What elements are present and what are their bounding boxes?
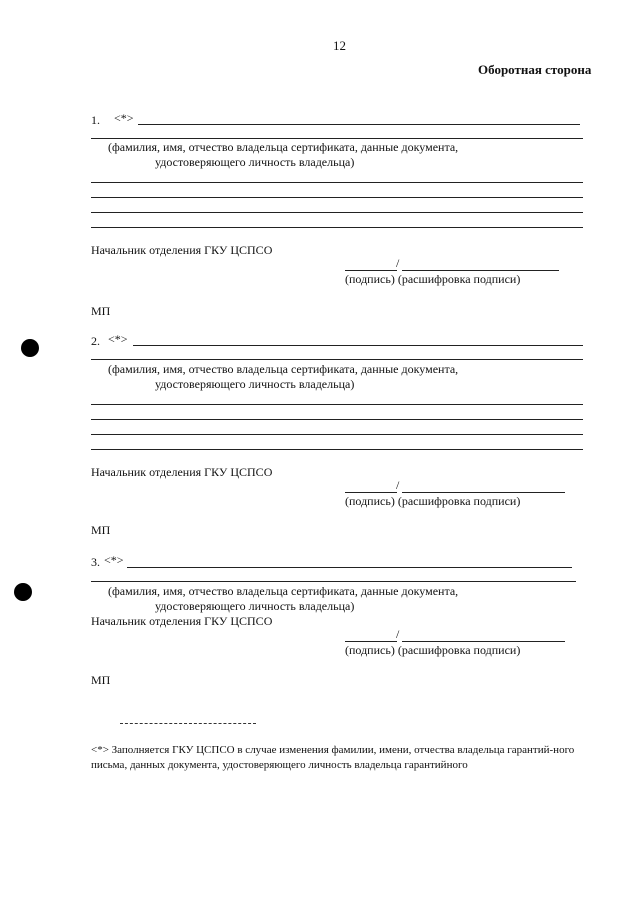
entry-marker: 1. bbox=[91, 113, 100, 127]
entry-star: <*> bbox=[108, 332, 128, 346]
entry-star: <*> bbox=[104, 553, 124, 567]
name-line-2[interactable] bbox=[91, 138, 583, 139]
side-label: Оборотная сторона bbox=[478, 62, 592, 77]
footnote-separator bbox=[120, 723, 256, 724]
owner-caption-line-2: удостоверяющего личность владельца) bbox=[155, 155, 355, 169]
name-line[interactable] bbox=[133, 345, 583, 346]
stamp-placeholder: МП bbox=[91, 673, 111, 687]
stamp-placeholder: МП bbox=[91, 523, 111, 537]
data-line[interactable] bbox=[91, 182, 583, 183]
decryption-line[interactable] bbox=[402, 270, 559, 271]
data-line[interactable] bbox=[91, 404, 583, 405]
signature-line[interactable] bbox=[345, 492, 397, 493]
page-number: 12 bbox=[333, 38, 346, 53]
signature-slash: / bbox=[396, 478, 400, 492]
name-line-2[interactable] bbox=[91, 359, 583, 360]
signer-title: Начальник отделения ГКУ ЦСПСО bbox=[91, 465, 273, 479]
decryption-line[interactable] bbox=[402, 641, 565, 642]
signature-slash: / bbox=[396, 627, 400, 641]
signature-caption: (подпись) (расшифровка подписи) bbox=[345, 272, 521, 286]
entry-marker: 2. bbox=[91, 334, 100, 348]
signature-slash: / bbox=[396, 256, 400, 270]
owner-caption-line-1: (фамилия, имя, отчество владельца сертификата, данные документа, bbox=[108, 584, 459, 598]
data-line[interactable] bbox=[91, 434, 583, 435]
entry-star: <*> bbox=[114, 111, 134, 125]
signature-caption: (подпись) (расшифровка подписи) bbox=[345, 494, 521, 508]
signature-line[interactable] bbox=[345, 641, 397, 642]
data-line[interactable] bbox=[91, 419, 583, 420]
signature-line[interactable] bbox=[345, 270, 397, 271]
data-line[interactable] bbox=[91, 212, 583, 213]
punch-hole-top bbox=[21, 339, 39, 357]
data-line[interactable] bbox=[91, 227, 583, 228]
name-line-2[interactable] bbox=[91, 581, 576, 582]
name-line[interactable] bbox=[138, 124, 580, 125]
signer-title: Начальник отделения ГКУ ЦСПСО bbox=[91, 614, 273, 628]
owner-caption-line-1: (фамилия, имя, отчество владельца сертификата, данные документа, bbox=[108, 140, 459, 154]
owner-caption-line-1: (фамилия, имя, отчество владельца сертификата, данные документа, bbox=[108, 362, 459, 376]
owner-caption-line-2: удостоверяющего личность владельца) bbox=[155, 599, 355, 613]
name-line[interactable] bbox=[127, 567, 572, 568]
data-line[interactable] bbox=[91, 197, 583, 198]
stamp-placeholder: МП bbox=[91, 304, 111, 318]
punch-hole-bottom bbox=[14, 583, 32, 601]
signature-caption: (подпись) (расшифровка подписи) bbox=[345, 643, 521, 657]
signer-title: Начальник отделения ГКУ ЦСПСО bbox=[91, 243, 273, 257]
entry-marker: 3. bbox=[91, 555, 100, 569]
footnote: <*> Заполняется ГКУ ЦСПСО в случае изменения фамилии, имени, отчества владельца гарантий-ного письма, данных документа, удостоверяющего личность владельца гарантийного bbox=[91, 744, 575, 771]
owner-caption-line-2: удостоверяющего личность владельца) bbox=[155, 377, 355, 391]
decryption-line[interactable] bbox=[402, 492, 565, 493]
data-line[interactable] bbox=[91, 449, 583, 450]
